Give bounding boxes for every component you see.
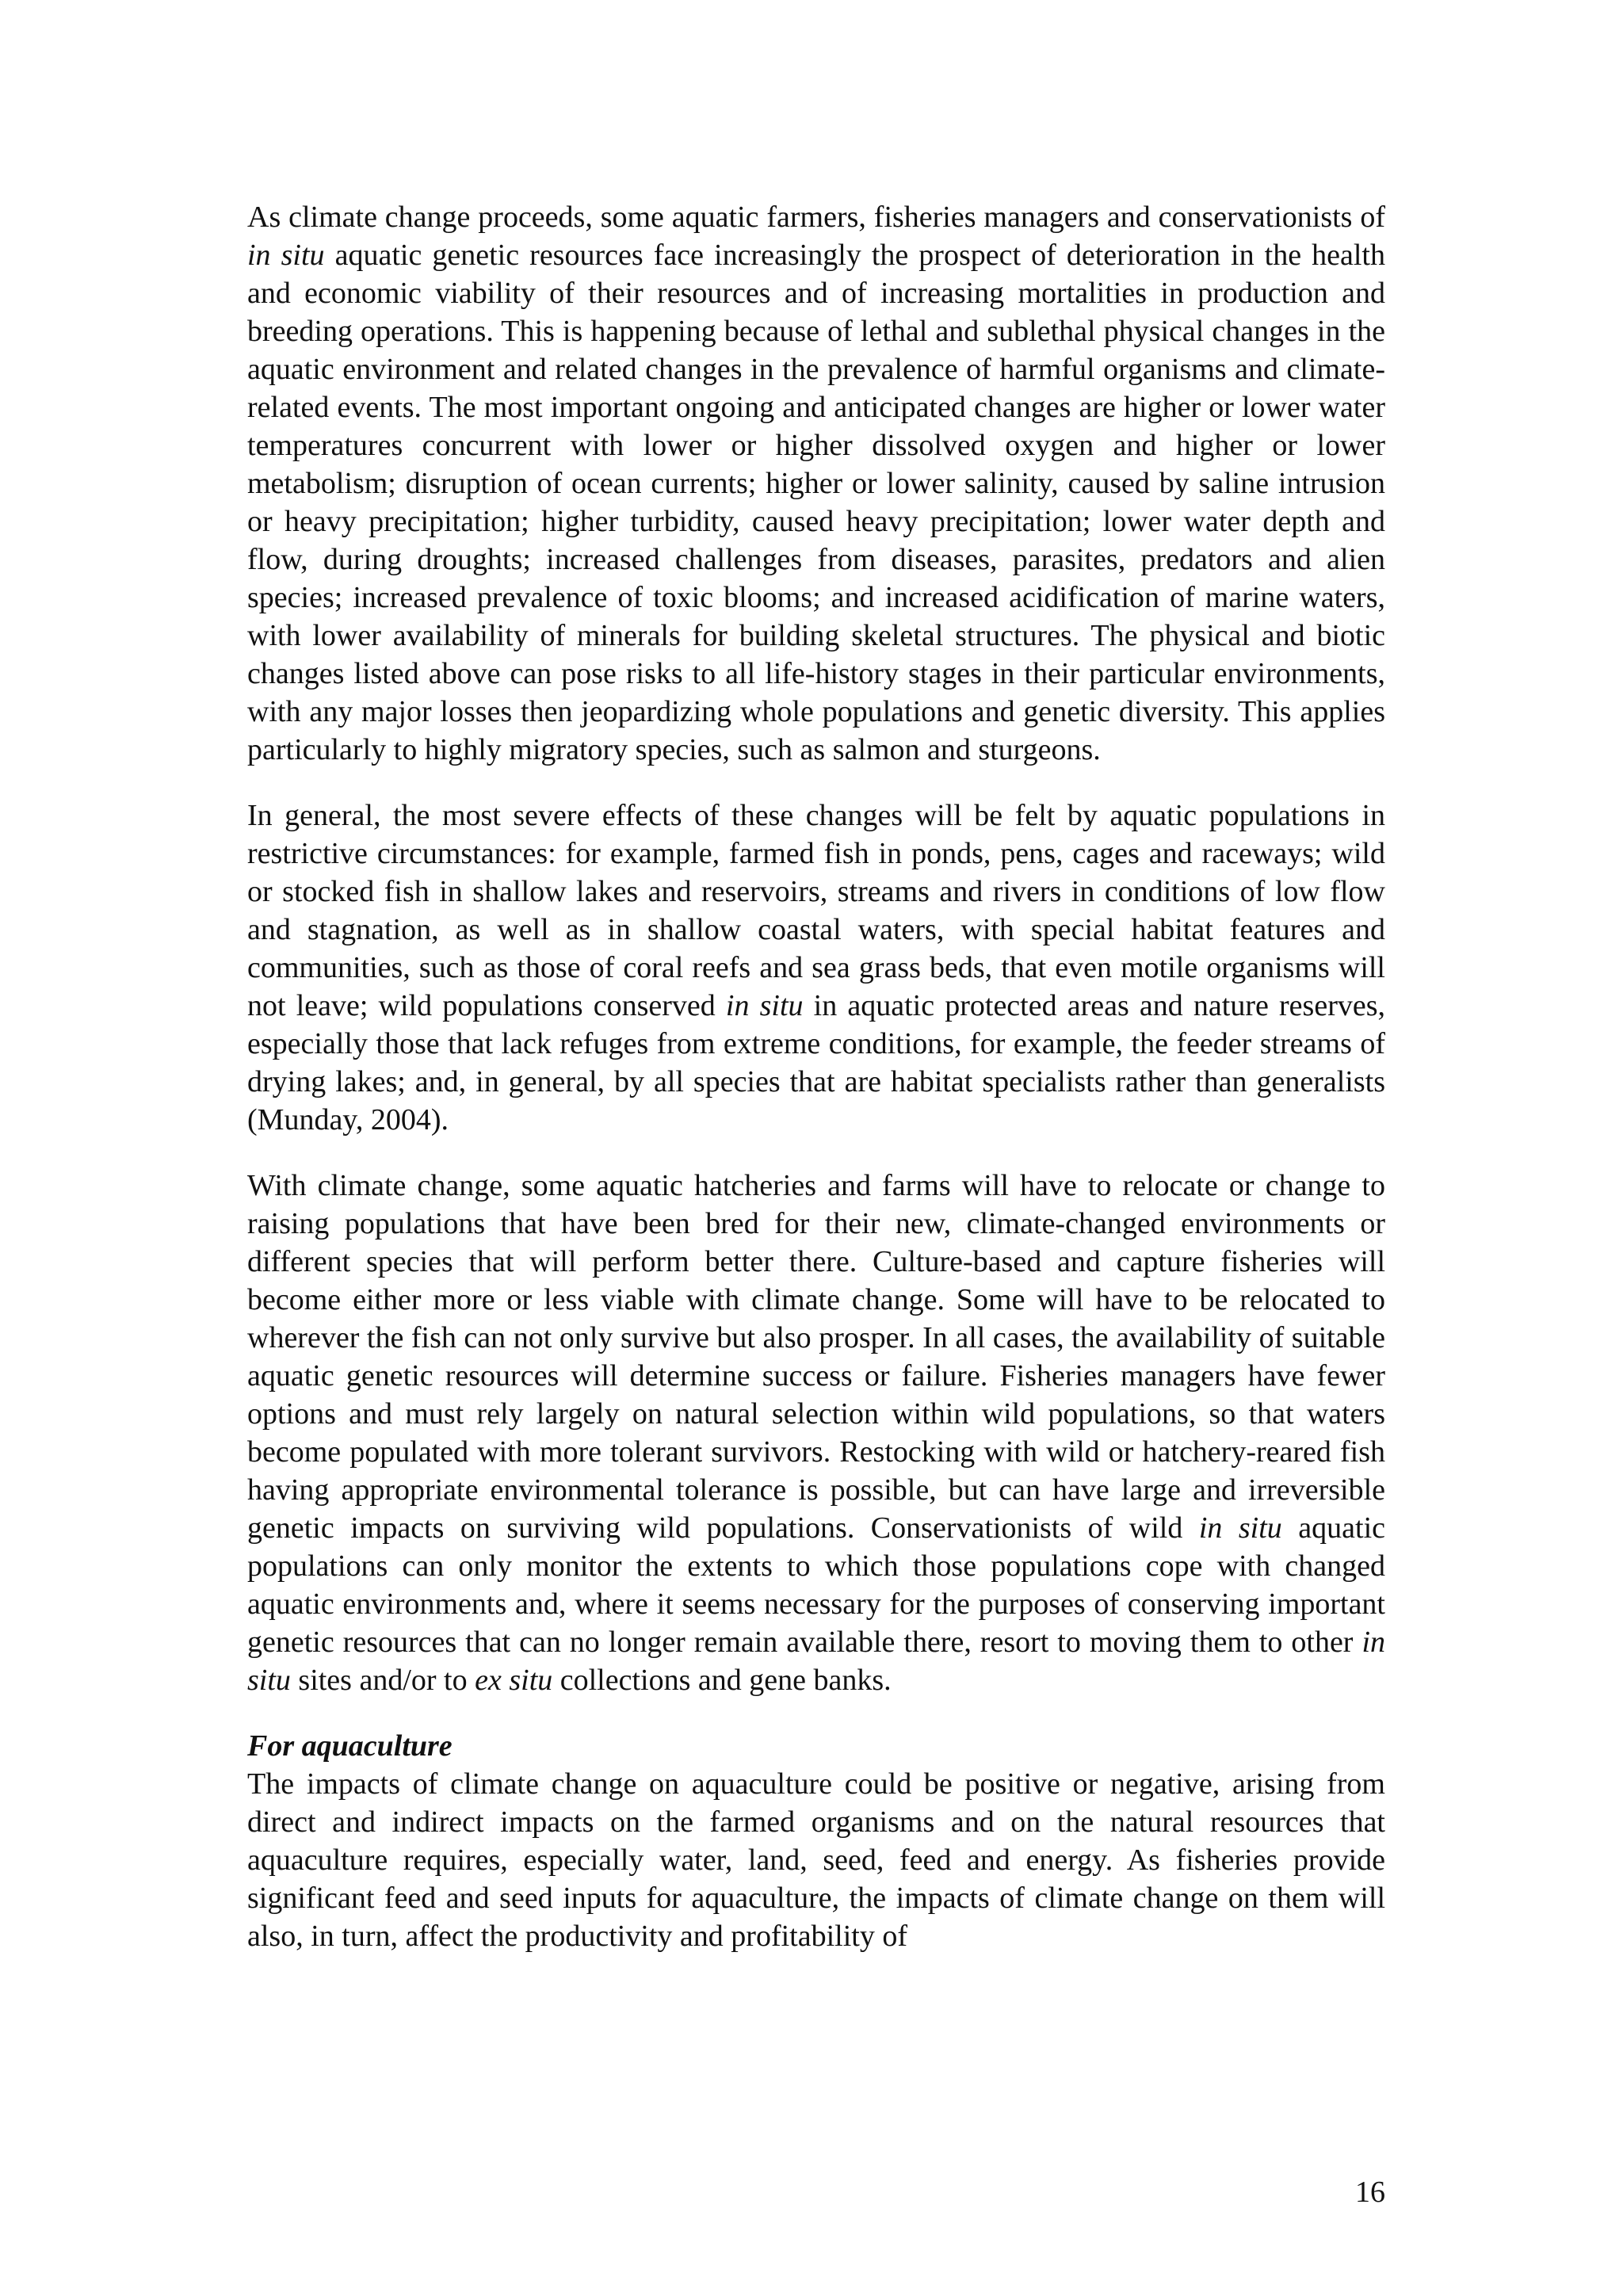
italic-term: in situ [247,1626,1385,1697]
italic-term: ex situ [475,1664,553,1697]
text-run: As climate change proceeds, some aquatic farmers, fisheries managers and conservationists of [247,201,1385,234]
text-run: in aquatic protected areas and nature reserves, especially those that lack refuges from extreme conditions, for example, the feeder streams of drying lakes; and, in general, by all species that are habitat specialists rather than generalists (Munday, 2004). [247,989,1385,1137]
document-page [247,198,1385,1955]
text-run: The impacts of climate change on aquaculture could be positive or negative, arising from direct and indirect impacts on the farmed organisms and on the natural resources that aquaculture requires, especially water, land, seed, feed and energy. As fisheries provide significant feed and seed inputs for aquaculture, the impacts of climate change on them will also, in turn, affect the productivity and profitability of [247,1767,1385,1953]
paragraph-aquaculture-impacts [247,1765,1385,1955]
paragraph-climate-impacts [247,198,1385,769]
text-run: collections and gene banks. [552,1664,892,1697]
italic-term: in situ [1198,1511,1282,1545]
text-run: sites and/or to [290,1664,475,1697]
paragraph-severe-effects [247,797,1385,1139]
text-run: aquatic genetic resources face increasingly the prospect of deterioration in the health and economic viability of their resources and of increasing mortalities in production and breeding operations. This is happening because of lethal and sublethal physical changes in the aquatic environment and related changes in the prevalence of harmful organisms and climate-related events. The most important ongoing and anticipated changes are higher or lower water temperatures concurrent with lower or higher dissolved oxygen and higher or lower metabolism; disruption of ocean currents; higher or lower salinity, caused by saline intrusion or heavy precipitation; higher turbidity, caused heavy precipitation; lower water depth and flow, during droughts; increased challenges from diseases, parasites, predators and alien species; increased prevalence of toxic blooms; and increased acidification of marine waters, with lower availability of minerals for building skeletal structures. The physical and biotic changes listed above can pose risks to all life-history stages in their particular environments, with any major losses then jeopardizing whole populations and genetic diversity. This applies particularly to highly migratory species, such as salmon and sturgeons. [247,239,1385,766]
italic-term: in situ [247,239,325,272]
section-heading-aquaculture: For aquaculture [247,1729,453,1763]
text-run: aquatic populations can only monitor the extents to which those populations cope with changed aquatic environments and, where it seems necessary for the purposes of conserving important genetic resources that can no longer remain available there, resort to moving them to other [247,1511,1386,1659]
text-run: In general, the most severe effects of these changes will be felt by aquatic populations in restrictive circumstances: for example, farmed fish in ponds, pens, cages and raceways; wild or stocked fish in shallow lakes and reservoirs, streams and rivers in conditions of low flow and stagnation, as well as in shallow coastal waters, with special habitat features and communities, such as those of coral reefs and sea grass beds, that even motile organisms will not leave; wild populations conserved [247,799,1385,1022]
paragraph-relocation [247,1167,1385,1699]
text-run: With climate change, some aquatic hatcheries and farms will have to relocate or change to raising populations that have been bred for their new, climate-changed environments or different species that will perform better there. Culture-based and capture fisheries will become either more or less viable with climate change. Some will have to be relocated to wherever the fish can not only survive but also prosper. In all cases, the availability of suitable aquatic genetic resources will determine success or failure. Fisheries managers have fewer options and must rely largely on natural selection within wild populations, so that waters become populated with more tolerant survivors. Restocking with wild or hatchery-reared fish having appropriate environmental tolerance is possible, but can have large and irreversible genetic impacts on surviving wild populations. Conservationists of wild [247,1169,1385,1545]
italic-term: in situ [725,989,804,1022]
page-number: 16 [1355,2176,1385,2209]
